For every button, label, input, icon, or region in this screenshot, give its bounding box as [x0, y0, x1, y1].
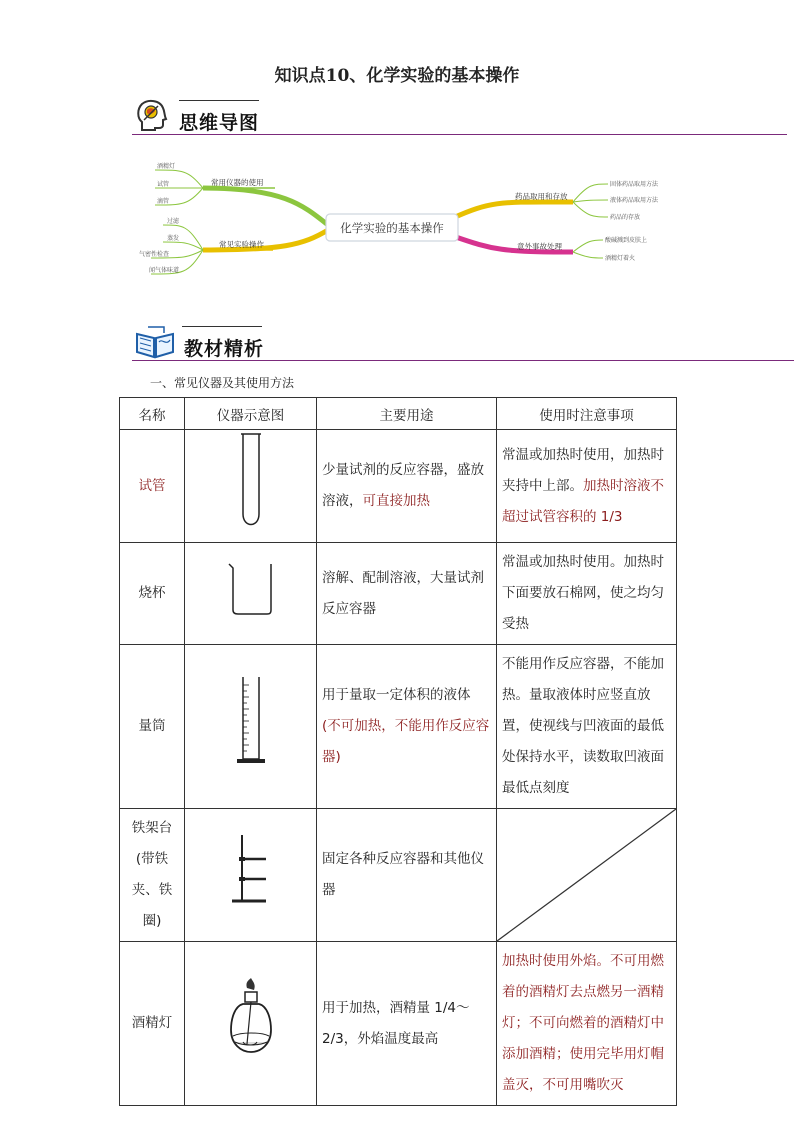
use-text: 溶解、配制溶液，大量试剂反应容器: [322, 569, 484, 617]
use-text: 固定各种反应容器和其他仪器: [322, 851, 484, 898]
instrument-use: [317, 543, 497, 645]
header-divider: [132, 134, 787, 135]
mindmap-node: 意外事故处理: [517, 242, 562, 251]
use-text: 用于加热，酒精量 1/4～2/3，外焰温度最高: [322, 999, 470, 1047]
beaker-icon: [223, 558, 279, 618]
mindmap-leaf: 药品的存放: [610, 215, 641, 221]
alcohol-lamp-icon: [221, 978, 281, 1058]
table-row: [120, 809, 677, 942]
instrument-image: [185, 430, 317, 543]
mindmap-leaf: 固体药品取用方法: [610, 182, 659, 188]
mindmap-node: 药品取用和存放: [515, 192, 568, 201]
instrument-name: 铁架台(带铁夹、铁圈): [120, 809, 185, 942]
instrument-use: [317, 645, 497, 809]
mindmap-node: 常用仪器的使用: [211, 178, 264, 187]
note-text: 不能用作反应容器，不能加热。量取液体时应竖直放置，使视线与凹液面的最低处保持水平，读数取凹液面最低点刻度: [502, 656, 664, 796]
note-text-highlight: 加热时使用外焰。不可用燃着的酒精灯去点燃另一酒精灯；不可向燃着的酒精灯中添加酒精；使用完毕用灯帽盖灭，不可用嘴吹灭: [502, 953, 664, 1093]
mindmap-center: 化学实验的基本操作: [340, 223, 444, 235]
diagonal-slash: [497, 809, 676, 941]
mindmap-leaf: 酸碱溅到皮肤上: [605, 238, 648, 244]
mindmap-leaf: 过滤: [167, 219, 180, 225]
instrument-note: [497, 942, 677, 1106]
mindmap-leaf: 气密性检查: [139, 252, 170, 258]
mindmap-leaf: 试管: [157, 182, 170, 188]
note-text-highlight: 加热时溶液不超过试管容积的 1/3: [502, 477, 664, 525]
column-header: 仪器示意图: [185, 398, 317, 430]
instrument-note: [497, 543, 677, 645]
branch-left-top: [203, 188, 328, 225]
mind-map: [133, 150, 693, 285]
instrument-image: [185, 543, 317, 645]
subsection-title: 一、常见仪器及其使用方法: [150, 376, 295, 390]
brain-icon: [134, 98, 170, 138]
section-header-material: [132, 324, 787, 368]
section-label: 思维导图: [179, 112, 260, 134]
use-text: 用于量取一定体积的液体: [322, 687, 471, 703]
instrument-image: [185, 645, 317, 809]
table-row: [120, 942, 677, 1106]
instrument-name: 量筒: [120, 645, 185, 809]
instrument-image: [185, 809, 317, 942]
instrument-use: [317, 942, 497, 1106]
use-text: 少量试剂的反应容器，盛放溶液，: [322, 462, 484, 509]
mindmap-leaf: 蒸发: [167, 236, 180, 242]
use-text-highlight: 可直接加热: [362, 493, 430, 509]
page-title: 知识点10、化学实验的基本操作: [274, 66, 520, 86]
table-row: [120, 645, 677, 809]
section-header-mindmap: [132, 98, 787, 142]
header-short-line: [182, 326, 262, 327]
mindmap-leaf: 酒精灯: [157, 164, 176, 170]
instrument-name: 烧杯: [120, 543, 185, 645]
instrument-name: 试管: [120, 430, 185, 543]
instrument-use: [317, 809, 497, 942]
empty-note-cell: [497, 809, 677, 942]
instrument-table: [119, 397, 677, 1106]
header-divider: [132, 360, 794, 361]
measuring-cylinder-icon: [231, 673, 271, 769]
mindmap-node: 常见实验操作: [219, 240, 264, 249]
column-header: 主要用途: [317, 398, 497, 430]
note-text: 常温或加热时使用。加热时下面要放石棉网，使之均匀受热: [502, 554, 664, 632]
mindmap-leaf: 液体药品取用方法: [610, 198, 659, 204]
instrument-note: [497, 430, 677, 543]
branch-right-top: [453, 202, 573, 218]
instrument-note: [497, 645, 677, 809]
table-row: [120, 543, 677, 645]
instrument-image: [185, 942, 317, 1106]
mindmap-leaf: 滴管: [157, 199, 170, 205]
book-icon: [134, 324, 176, 364]
instrument-name: 酒精灯: [120, 942, 185, 1106]
iron-stand-icon: [226, 831, 276, 907]
test-tube-icon: [231, 430, 271, 530]
note-text: 常温或加热时使用，加热时夹持中上部。: [502, 446, 664, 494]
use-text-highlight: (不可加热，不能用作反应容器): [322, 718, 490, 765]
header-short-line: [179, 100, 259, 101]
mindmap-leaf: 酒精灯着火: [605, 256, 636, 262]
section-label: 教材精析: [184, 338, 265, 360]
instrument-use: [317, 430, 497, 543]
column-header: 名称: [120, 398, 185, 430]
table-row: [120, 430, 677, 543]
mindmap-leaf: 闻气体味道: [149, 268, 180, 274]
column-header: 使用时注意事项: [497, 398, 677, 430]
table-header-row: [120, 398, 677, 430]
